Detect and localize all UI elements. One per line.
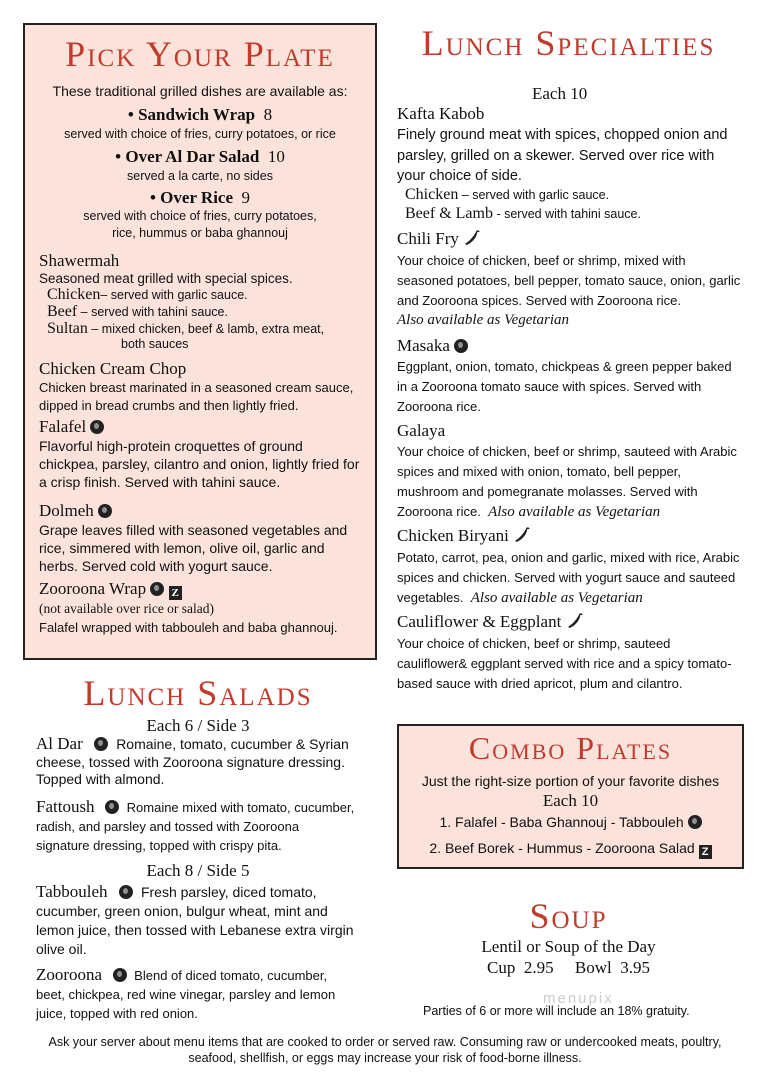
cream-chop-desc: Chicken breast marinated in a seasoned cream sauce, dipped in bread crumbs and then lightly fried. <box>39 380 354 413</box>
soup-name: Lentil or Soup of the Day <box>481 937 656 956</box>
vegetarian-icon <box>150 582 164 596</box>
falafel-desc: Flavorful high-protein croquettes of ground chickpea, parsley, cilantro and onion, lightly fried for a crisp finish. Served with tahini sauce. <box>39 438 360 490</box>
shawermah-sultan-2: both sauces <box>121 337 189 351</box>
pick-intro: These traditional grilled dishes are available as: <box>52 83 348 99</box>
shawermah-chicken: Chicken– served with garlic sauce. <box>47 286 248 303</box>
falafel-name: Falafel <box>39 417 104 437</box>
combo-item-2: 2. Beef Borek - Hummus - Zooroona Salad Z <box>399 840 742 859</box>
vegetarian-icon <box>105 800 119 814</box>
cream-chop-name: Chicken Cream Chop <box>39 359 187 378</box>
specialties-each: Each 10 <box>532 84 588 103</box>
gratuity-note: Parties of 6 or more will include an 18% gratuity. <box>423 1004 690 1018</box>
al-dar-salad: Al Dar Romaine, tomato, cucumber & Syrian cheese, tossed with Zooroona signature dressing. Topped with almond. <box>36 734 349 787</box>
chili-fry-desc: Your choice of chicken, beef or shrimp, mixed with seasoned potatoes, bell pepper, tomato sauce, onion, garlic and Zooroona spices. Served with Zooroona rice. <box>397 253 741 308</box>
kafta-chicken: Chicken – served with garlic sauce. <box>405 186 610 203</box>
watermark: menupix <box>543 990 614 1007</box>
vegetarian-icon <box>119 885 133 899</box>
specialties-title: Lunch Specialties <box>421 23 716 63</box>
tabbouleh-salad: Tabbouleh Fresh parsley, diced tomato, cucumber, green onion, bulgur wheat, mint and lemon juice, then tossed with Lebanese extra virgin olive oil. <box>36 882 354 957</box>
dolmeh-name: Dolmeh <box>39 501 112 521</box>
vegetarian-icon <box>90 420 104 434</box>
pick-your-plate-box <box>23 23 377 660</box>
combo-item-1: 1. Falafel - Baba Ghannouj - Tabbouleh <box>399 814 742 830</box>
vegetarian-icon <box>454 339 468 353</box>
zooroona-wrap-name: Zooroona Wrap Z <box>39 579 182 600</box>
option-sandwich: • Sandwich Wrap 8 <box>127 105 273 124</box>
spicy-pepper-icon <box>566 612 584 630</box>
galaya-name: Galaya <box>397 421 446 440</box>
spicy-pepper-icon <box>513 526 531 544</box>
spicy-pepper-icon <box>463 229 481 247</box>
shawermah-beef: Beef – served with tahini sauce. <box>47 303 228 320</box>
zooroona-salad: Zooroona Blend of diced tomato, cucumber, beet, chickpea, red wine vinegar, parsley and lemon juice, topped with red onion. <box>36 965 336 1021</box>
zooroona-signature-icon: Z <box>169 586 182 600</box>
option-rice-note2: rice, hummus or baba ghannouj <box>112 226 288 240</box>
vegetarian-icon <box>94 737 108 751</box>
kafta-desc: Finely ground meat with spices, chopped onion and parsley, grilled on a skewer. Served over rice with your choice of side. <box>397 127 728 184</box>
shawermah-sultan: Sultan – mixed chicken, beef & lamb, extra meat, <box>47 320 325 337</box>
kafta-name: Kafta Kabob <box>397 104 485 123</box>
vegetarian-icon <box>688 815 702 829</box>
option-rice: • Over Rice 9 <box>149 188 251 207</box>
masaka-desc: Eggplant, onion, tomato, chickpeas & green pepper baked in a Zooroona tomato sauce with spices. Served with Zooroona rice. <box>397 359 732 414</box>
chili-fry-veg: Also available as Vegetarian <box>397 312 570 328</box>
food-safety-disclaimer: Ask your server about menu items that are cooked to order or served raw. Consuming raw or undercooked meats, poultry, seafood, shellfish, or eggs may increase your risk of food-borne illness. <box>48 1035 722 1065</box>
salads-price-1: Each 6 / Side 3 <box>146 716 250 735</box>
soup-prices: Cup 2.95 Bowl 3.95 <box>487 958 650 977</box>
option-rice-note: served with choice of fries, curry potatoes, <box>83 209 317 223</box>
option-sandwich-note: served with choice of fries, curry potatoes, or rice <box>64 127 336 141</box>
biryani-desc: Potato, carrot, pea, onion and garlic, mixed with rice, Arabic spices and chicken. Served with yogurt sauce and sauteed vegetables. Also available as Vegetarian <box>397 550 740 606</box>
zooroona-signature-icon: Z <box>699 845 712 859</box>
zooroona-wrap-desc: Falafel wrapped with tabbouleh and baba ghannouj. <box>39 620 338 635</box>
shawermah-desc: Seasoned meat grilled with special spices. <box>39 271 293 286</box>
cauliflower-name: Cauliflower & Eggplant <box>397 612 584 632</box>
pick-title: Pick Your Plate <box>65 34 335 74</box>
combo-plates-box <box>397 724 744 869</box>
biryani-name: Chicken Biryani <box>397 526 531 546</box>
soup-title: Soup <box>529 896 608 936</box>
vegetarian-icon <box>113 968 127 982</box>
combo-each: Each 10 <box>542 791 599 810</box>
vegetarian-icon <box>98 504 112 518</box>
kafta-beef: Beef & Lamb - served with tahini sauce. <box>405 205 641 222</box>
salads-title: Lunch Salads <box>83 673 313 713</box>
chili-fry-name: Chili Fry <box>397 229 481 249</box>
zooroona-wrap-note: (not available over rice or salad) <box>39 601 215 616</box>
cauliflower-desc: Your choice of chicken, beef or shrimp, sauteed cauliflower& eggplant served with rice and a spicy tomato-based sauce with dried apricot, plum and cilantro. <box>397 636 732 691</box>
masaka-name: Masaka <box>397 336 468 356</box>
combo-title: Combo Plates <box>468 730 673 766</box>
dolmeh-desc: Grape leaves filled with seasoned vegetables and rice, simmered with lemon, olive oil, garlic and herbs. Served cold with yogurt sauce. <box>39 522 348 574</box>
option-salad: • Over Al Dar Salad 10 <box>115 147 285 166</box>
salads-price-2: Each 8 / Side 5 <box>146 861 250 880</box>
galaya-desc: Your choice of chicken, beef or shrimp, sauteed with Arabic spices and mixed with onion, tomato, bell pepper, mushroom and pomegranate molasses. Served with Zooroona rice. Also available as Vegetarian <box>397 444 737 520</box>
shawermah-name: Shawermah <box>39 251 120 270</box>
option-salad-note: served a la carte, no sides <box>127 169 273 183</box>
fattoush-salad: Fattoush Romaine mixed with tomato, cucumber, radish, and parsley and tossed with Zooroona signature dressing, topped with crispy pita. <box>36 797 355 853</box>
combo-intro: Just the right-size portion of your favorite dishes <box>421 773 720 789</box>
